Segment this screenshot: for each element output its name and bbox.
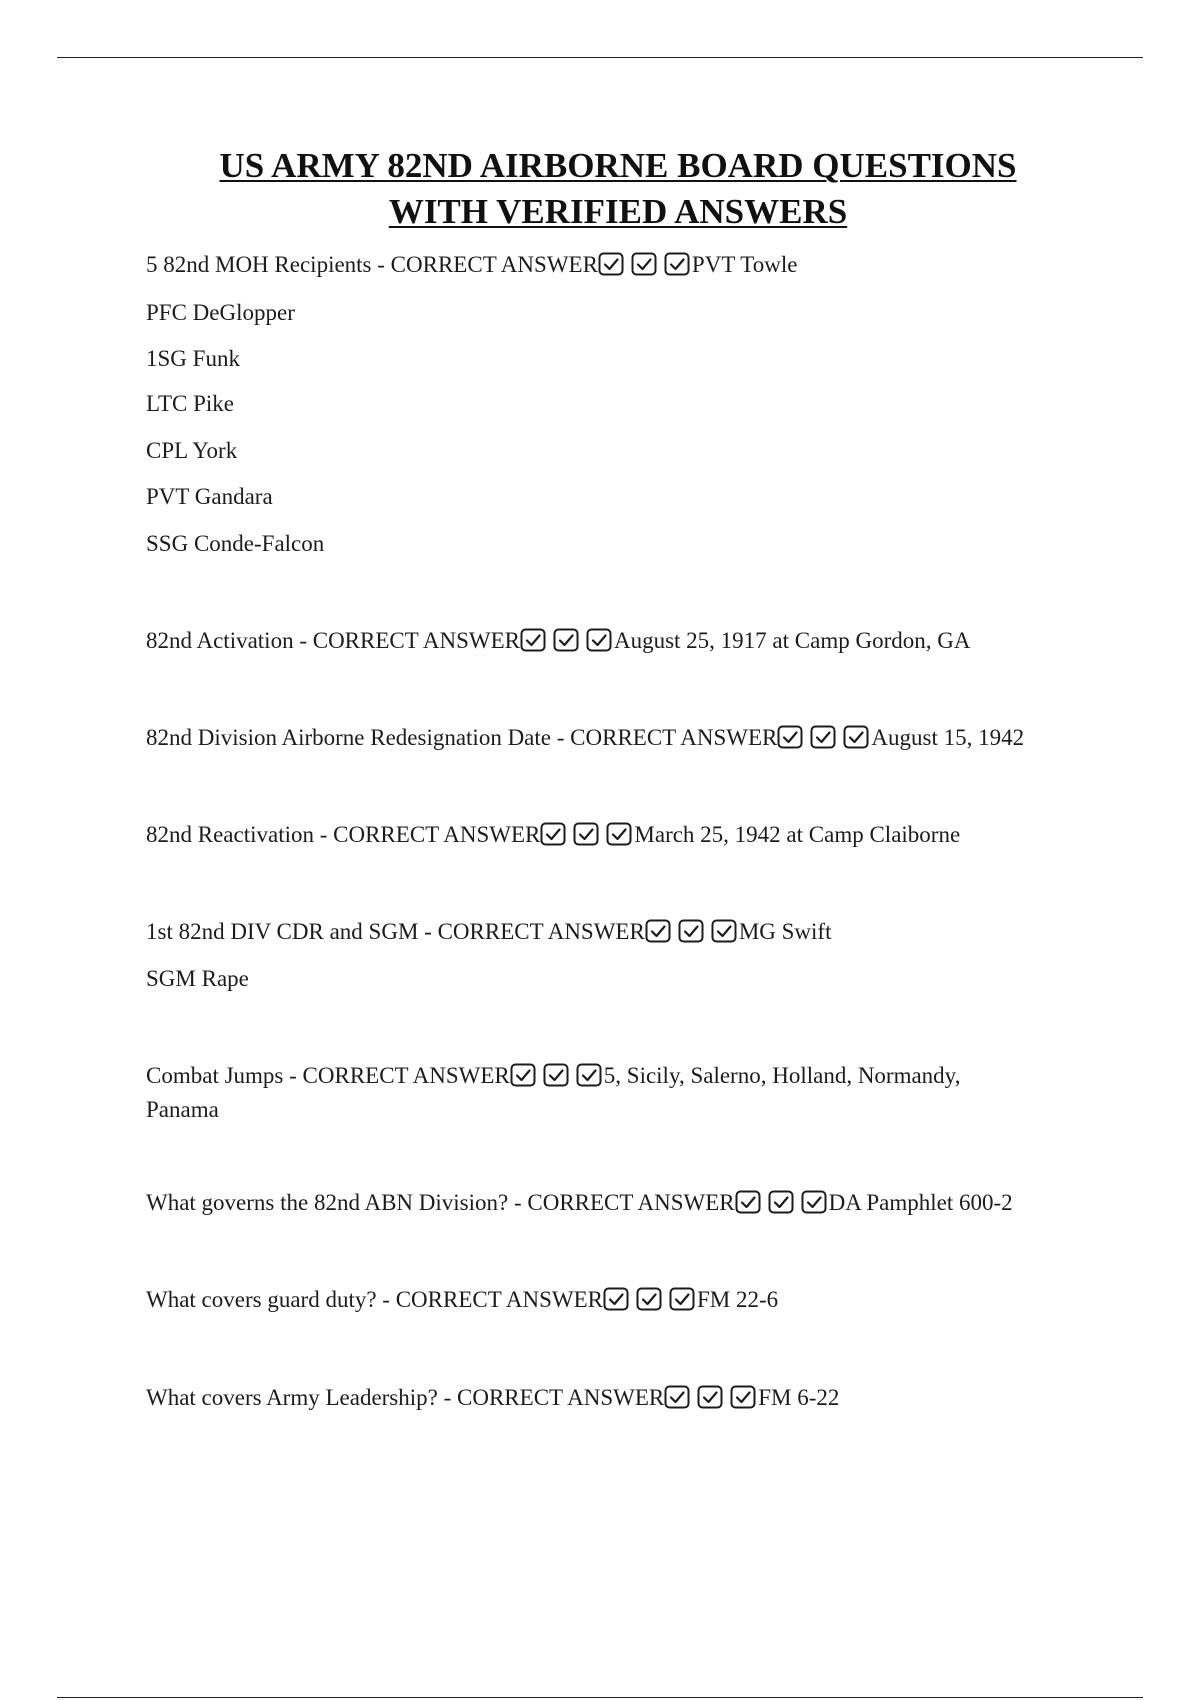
answer-text: MG Swift: [738, 919, 832, 944]
checkbox-checked-icon: [586, 628, 612, 652]
answer-text: FM 22-6: [696, 1287, 779, 1312]
title-line-1: US ARMY 82ND AIRBORNE BOARD QUESTIONS: [219, 146, 1017, 185]
checkbox-checked-icon: [573, 822, 599, 846]
qa-item-2: [146, 626, 970, 660]
checkbox-checked-icon: [606, 822, 632, 846]
checkbox-checked-icon: [810, 725, 836, 749]
checkbox-checked-icon: [768, 1190, 794, 1214]
checkbox-checked-icon: [735, 1190, 761, 1214]
qa-item-4: [146, 820, 960, 854]
qa-item-6: [146, 1061, 1026, 1125]
checkbox-checked-icon: [631, 252, 657, 276]
answer-continuation: SSG Conde-Falcon: [146, 531, 325, 556]
question-text: 5 82nd MOH Recipients - CORRECT ANSWER: [146, 252, 598, 277]
checkbox-checked-icon: [730, 1385, 756, 1409]
check-group: [510, 1063, 604, 1095]
question-text: 1st 82nd DIV CDR and SGM - CORRECT ANSWER: [146, 919, 645, 944]
checkbox-checked-icon: [543, 1063, 569, 1087]
check-group: [540, 822, 634, 854]
answer-text: August 25, 1917 at Camp Gordon, GA: [613, 628, 971, 653]
qa-item-5: [146, 917, 831, 951]
checkbox-checked-icon: [777, 725, 803, 749]
question-text: What covers Army Leadership? - CORRECT ANSWER: [146, 1385, 665, 1410]
checkbox-checked-icon: [664, 252, 690, 276]
answer-continuation: PVT Gandara: [146, 484, 273, 509]
answer-text: DA Pamphlet 600-2: [828, 1190, 1013, 1215]
checkbox-checked-icon: [540, 822, 566, 846]
check-group: [598, 252, 692, 284]
checkbox-checked-icon: [711, 919, 737, 943]
answer-continuation: CPL York: [146, 438, 238, 463]
question-text: 82nd Division Airborne Redesignation Date - CORRECT ANSWER: [146, 725, 778, 750]
checkbox-checked-icon: [678, 919, 704, 943]
check-group: [735, 1190, 829, 1222]
question-text: 82nd Activation - CORRECT ANSWER: [146, 628, 520, 653]
answer-continuation: PFC DeGlopper: [146, 300, 295, 325]
checkbox-checked-icon: [664, 1385, 690, 1409]
answer-text: March 25, 1942 at Camp Claiborne: [634, 822, 961, 847]
qa-item-7: [146, 1188, 1013, 1222]
question-text: What covers guard duty? - CORRECT ANSWER: [146, 1287, 603, 1312]
answer-text: 5, Sicily, Salerno, Holland, Normandy, Panama: [146, 1063, 961, 1122]
bottom-rule: [57, 1697, 1143, 1698]
check-group: [520, 628, 614, 660]
top-rule: [57, 57, 1143, 58]
qa-item-8: [146, 1285, 778, 1319]
answer-text: PVT Towle: [691, 252, 798, 277]
check-group: [645, 919, 739, 951]
answer-continuation: LTC Pike: [146, 391, 234, 416]
qa-item-1: [146, 250, 797, 284]
check-group: [664, 1385, 758, 1417]
checkbox-checked-icon: [843, 725, 869, 749]
check-group: [777, 725, 871, 757]
checkbox-checked-icon: [697, 1385, 723, 1409]
title-line-2: WITH VERIFIED ANSWERS: [388, 192, 848, 231]
question-text: Combat Jumps - CORRECT ANSWER: [146, 1063, 510, 1088]
question-text: What governs the 82nd ABN Division? - CORRECT ANSWER: [146, 1190, 735, 1215]
qa-item-3: [146, 723, 1024, 757]
answer-text: August 15, 1942: [871, 725, 1025, 750]
checkbox-checked-icon: [669, 1287, 695, 1311]
answer-text: FM 6-22: [758, 1385, 840, 1410]
answer-continuation: 1SG Funk: [146, 346, 240, 371]
checkbox-checked-icon: [576, 1063, 602, 1087]
checkbox-checked-icon: [598, 252, 624, 276]
checkbox-checked-icon: [801, 1190, 827, 1214]
checkbox-checked-icon: [520, 628, 546, 652]
checkbox-checked-icon: [510, 1063, 536, 1087]
check-group: [603, 1287, 697, 1319]
checkbox-checked-icon: [603, 1287, 629, 1311]
checkbox-checked-icon: [636, 1287, 662, 1311]
checkbox-checked-icon: [645, 919, 671, 943]
document-title: [0, 143, 1200, 235]
qa-item-9: [146, 1383, 839, 1417]
checkbox-checked-icon: [553, 628, 579, 652]
answer-continuation: SGM Rape: [146, 966, 249, 991]
question-text: 82nd Reactivation - CORRECT ANSWER: [146, 822, 541, 847]
